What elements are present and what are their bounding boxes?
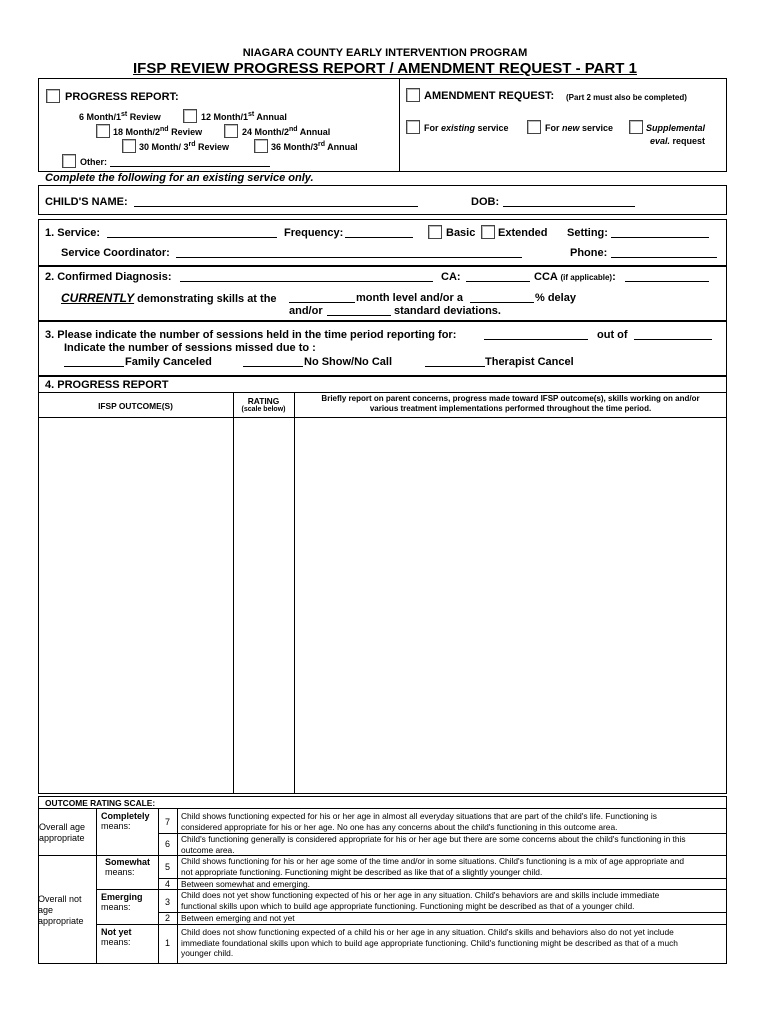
setting-label: Setting:	[567, 227, 608, 239]
rating-1: 1	[164, 938, 170, 948]
rating-subheader: (scale below)	[241, 406, 286, 413]
group-not-age-appropriate: Overall not age appropriate	[38, 894, 84, 926]
desc-1: Child does not show functioning expected of a child his or her age in any situation. Child's skills and behaviors also do not yet include immediate foundational skills upon which to build age appropriate functioning. Child's functioning might be described as that of a much younger child.	[181, 927, 678, 958]
service-label: 1. Service:	[45, 227, 101, 239]
form-title: IFSP REVIEW PROGRESS REPORT / AMENDMENT REQUEST - PART 1	[133, 60, 637, 77]
opt-18-month-label: 18 Month/2nd Review	[113, 126, 203, 137]
opt-30-month-label: 30 Month/ 3rd Review	[139, 141, 230, 152]
service-coordinator-label: Service Coordinator:	[61, 247, 170, 259]
extended-checkbox[interactable]	[481, 225, 495, 239]
supplemental-eval-checkbox[interactable]	[629, 120, 643, 134]
std-dev-label: standard deviations.	[394, 305, 501, 317]
category-not-yet: Not yet means:	[101, 927, 132, 947]
new-service-checkbox[interactable]	[527, 120, 541, 134]
ifsp-outcomes-header: IFSP OUTCOME(S)	[98, 401, 173, 411]
desc-7: Child shows functioning expected for his or her age in almost all everyday situations that are part of the child's life. Functioning is considered appropriate for his or her age. No one has any concerns about the child's functioning in this outcome area.	[181, 811, 657, 832]
family-canceled-field[interactable]	[64, 366, 124, 367]
opt-24-month-checkbox[interactable]	[224, 124, 238, 138]
diagnosis-field[interactable]	[180, 281, 433, 282]
frequency-label: Frequency:	[284, 227, 344, 239]
out-of-label: out of	[597, 329, 628, 341]
service-field[interactable]	[107, 237, 277, 238]
sessions-missed-label: Indicate the number of sessions missed due to :	[64, 342, 316, 354]
service-coordinator-field[interactable]	[176, 257, 522, 258]
no-show-field[interactable]	[243, 366, 303, 367]
diagnosis-label: 2. Confirmed Diagnosis:	[45, 271, 172, 283]
rating-6: 6	[164, 839, 170, 849]
phone-label: Phone:	[570, 247, 608, 259]
cca-label: CCA (if applicable):	[534, 271, 616, 283]
setting-field[interactable]	[611, 237, 709, 238]
child-name-field[interactable]	[134, 206, 418, 207]
opt-18-month-checkbox[interactable]	[96, 124, 110, 138]
group-age-appropriate: Overall age appropriate	[39, 822, 86, 843]
sessions-total-field[interactable]	[634, 339, 712, 340]
rating-header: RATING	[247, 396, 280, 406]
progress-report-title: 4. PROGRESS REPORT	[45, 379, 169, 391]
sessions-held-field[interactable]	[484, 339, 588, 340]
month-level-field[interactable]	[289, 302, 355, 303]
other-label: Other:	[80, 157, 107, 167]
other-checkbox[interactable]	[62, 154, 76, 168]
child-name-label: CHILD'S NAME:	[45, 196, 128, 208]
rating-2: 2	[164, 913, 170, 923]
org-name: NIAGARA COUNTY EARLY INTERVENTION PROGRAM	[242, 47, 528, 59]
desc-3: Child does not yet show functioning expected of his or her age in any situation. Child's behaviors are and skills include immediate functional skills upon which to build age appropriate functioning. Functioning might be described as that of a younger child.	[181, 890, 660, 911]
rating-scale-title: OUTCOME RATING SCALE:	[45, 798, 156, 808]
basic-checkbox[interactable]	[428, 225, 442, 239]
existing-service-label: For existing service	[424, 123, 509, 133]
rating-4: 4	[164, 879, 170, 889]
rating-5: 5	[164, 862, 170, 872]
sessions-question: 3. Please indicate the number of sessions held in the time period reporting for:	[45, 329, 457, 341]
brief-report-field[interactable]	[295, 418, 726, 793]
ca-label: CA:	[441, 271, 461, 283]
brief-report-header-2: various treatment implementations performed throughout the time period.	[369, 404, 652, 413]
opt-12-month-checkbox[interactable]	[183, 109, 197, 123]
amendment-request-label: AMENDMENT REQUEST:	[424, 90, 555, 102]
instruction-text: Complete the following for an existing service only.	[45, 172, 314, 184]
delay-field[interactable]	[470, 302, 534, 303]
child-info-section	[38, 185, 727, 215]
existing-service-checkbox[interactable]	[406, 120, 420, 134]
month-level-label: month level and/or a	[356, 292, 463, 304]
basic-label: Basic	[446, 227, 476, 239]
desc-5: Child shows functioning for his or her age some of the time and/or in some situations. Child's functioning is a mix of age appropriate and not appropriate functioning. Functioning might be described as like that of a slightly younger child.	[181, 856, 684, 877]
opt-12-month-label: 12 Month/1st Annual	[201, 111, 287, 122]
rating-field[interactable]	[234, 418, 293, 793]
std-dev-field[interactable]	[327, 315, 391, 316]
family-canceled-label: Family Canceled	[125, 356, 212, 368]
phone-field[interactable]	[611, 257, 717, 258]
progress-report-label: PROGRESS REPORT:	[65, 91, 179, 103]
rating-7: 7	[164, 817, 170, 827]
cca-field[interactable]	[625, 281, 709, 282]
ifsp-outcomes-field[interactable]	[39, 418, 232, 793]
new-service-label: For new service	[545, 123, 614, 133]
currently-text: CURRENTLY demonstrating skills at the	[61, 291, 277, 305]
extended-label: Extended	[498, 227, 548, 239]
andor-label: and/or	[289, 305, 323, 317]
dob-label: DOB:	[471, 196, 500, 208]
other-field[interactable]	[110, 166, 270, 167]
opt-24-month-label: 24 Month/2nd Annual	[242, 126, 331, 137]
opt-30-month-checkbox[interactable]	[122, 139, 136, 153]
delay-label: % delay	[535, 292, 576, 304]
brief-report-header-1: Briefly report on parent concerns, progress made toward IFSP outcome(s), skills working on and/or	[321, 394, 700, 403]
opt-36-month-checkbox[interactable]	[254, 139, 268, 153]
frequency-field[interactable]	[345, 237, 413, 238]
no-show-label: No Show/No Call	[304, 356, 392, 368]
opt-36-month-label: 36 Month/3rd Annual	[271, 141, 358, 152]
desc-4: Between somewhat and emerging.	[181, 879, 310, 889]
progress-report-checkbox[interactable]	[46, 89, 60, 103]
supplemental-label: Supplemental	[646, 123, 706, 133]
desc-6: Child's functioning generally is considered appropriate for his or her age but there are some concerns about the child's functioning in this outcome area.	[181, 834, 686, 855]
category-completely: Completely means:	[101, 811, 150, 831]
supplemental-request-label: eval. request	[650, 136, 706, 146]
desc-2: Between emerging and not yet	[181, 913, 295, 923]
opt-6-month-label: 6 Month/1st Review	[79, 111, 161, 122]
ca-field[interactable]	[466, 281, 530, 282]
category-emerging: Emerging means:	[101, 892, 143, 912]
amendment-note: (Part 2 must also be completed)	[566, 93, 687, 102]
dob-field[interactable]	[503, 206, 635, 207]
rating-3: 3	[164, 897, 170, 907]
therapist-cancel-field[interactable]	[425, 366, 485, 367]
therapist-cancel-label: Therapist Cancel	[485, 356, 574, 368]
amendment-request-checkbox[interactable]	[406, 88, 420, 102]
category-somewhat: Somewhat means:	[105, 857, 151, 877]
